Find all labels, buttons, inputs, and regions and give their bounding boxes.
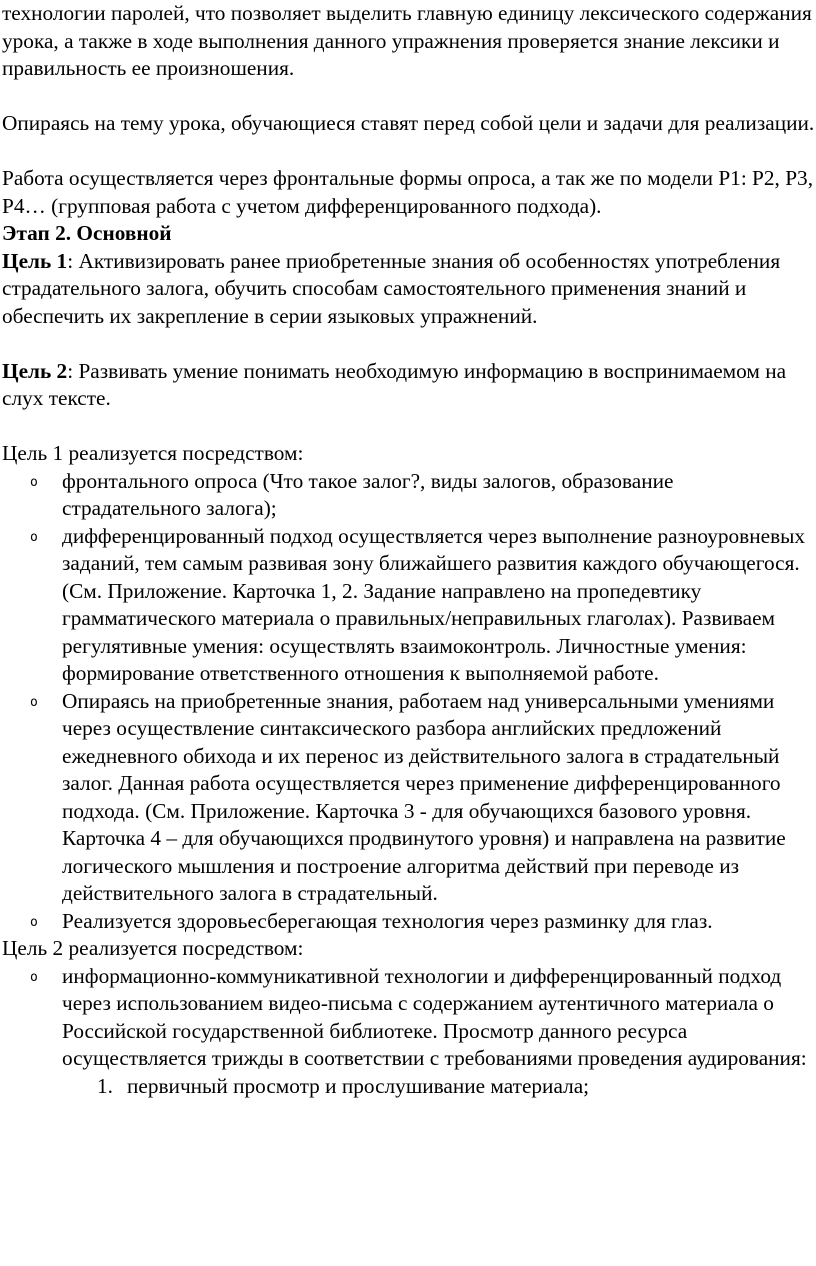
goal2-paragraph <box>2 358 816 413</box>
list-item <box>97 1073 816 1101</box>
paragraph-work-forms: Работа осуществляется через фронтальные формы опроса, а так же по модели P1: P2, P3, P4… (групповая работа с учетом дифференцированного подхода). <box>2 166 814 218</box>
step-text: первичный просмотр и прослушивание материала; <box>127 1073 590 1098</box>
circle-bullet-icon: o <box>30 969 38 985</box>
paragraph-passwords: технологии паролей, что позволяет выделить главную единицу лексического содержания урока, а также в ходе выполнения данного упражнения проверяется знание лексики и правильность ее произношения. <box>2 1 812 80</box>
blank-line <box>2 83 816 111</box>
goal1-means-intro: Цель 1 реализуется посредством: <box>2 441 304 465</box>
list-item-text: информационно-коммуникативной технологии и дифференцированный подход через использованием видео-письма с содержанием аутентичного материала о Российской государственной библиотеке. Просмотр данного ресурса осуществляется трижды в соответствии с требованиями проведения аудирования: <box>62 963 807 1070</box>
list-item <box>30 523 816 688</box>
list-item-text: Реализуется здоровьесберегающая технология через разминку для глаз. <box>62 908 713 933</box>
list-item <box>30 963 816 1073</box>
goal2-label: Цель 2 <box>2 358 68 383</box>
list-item <box>30 468 816 523</box>
list-item-text: дифференцированный подход осуществляется через выполнение разноуровневых заданий, тем самым развивая зону ближайшего развития каждого обучающегося. (См. Приложение. Карточка 1, 2. Задание направлено на пропедевтику грамматического материала о правильных/неправильных глаголах). Развиваем регулятивные умения: осуществлять взаимоконтроль. Личностные умения: формирование ответственного отношения к выполняемой работе. <box>62 523 806 685</box>
goal1-label: Цель 1 <box>2 248 68 273</box>
stage-title <box>2 220 816 248</box>
circle-bullet-icon: o <box>30 474 38 490</box>
circle-bullet-icon: o <box>30 694 38 710</box>
blank-line <box>2 330 816 358</box>
goal1-paragraph <box>2 248 816 331</box>
list-item <box>30 908 816 936</box>
step-number: 1. <box>97 1073 113 1098</box>
circle-bullet-icon: o <box>30 914 38 930</box>
circle-bullet-icon: o <box>30 529 38 545</box>
list-item <box>30 688 816 908</box>
blank-line <box>2 138 816 166</box>
goal2-text: : Развивать умение понимать необходимую информацию в воспринимаемом на слух тексте. <box>2 358 787 410</box>
goal2-means-intro: Цель 2 реализуется посредством: <box>2 936 304 960</box>
goal1-text: : Активизировать ранее приобретенные знания об особенностях употребления страдательного залога, обучить способам самостоятельного применения знаний и обеспечить их закрепление в серии языковых упражнений. <box>2 248 781 328</box>
blank-line <box>2 413 816 441</box>
list-item-text: Опираясь на приобретенные знания, работаем над универсальными умениями через осуществление синтаксического разбора английских предложений ежедневного обихода и их перенос из действительного залога в страдательный залог. Данная работа осуществляется через применение дифференцированного подхода. (См. Приложение. Карточка 3 - для обучающихся базового уровня. Карточка 4 – для обучающихся продвинутого уровня) и направлена на развитие логического мышления и построение алгоритма действий при переводе из действительного залога в страдательный. <box>62 688 786 905</box>
list-item-text: фронтального опроса (Что такое залог?, виды залогов, образование страдательного залога); <box>62 468 674 520</box>
listening-steps-list <box>2 1073 816 1101</box>
goal1-means-list <box>2 468 816 936</box>
goal2-means-list <box>2 963 816 1073</box>
stage-title-text: Этап 2. Основной <box>2 221 172 245</box>
paragraph-goals-intro: Опираясь на тему урока, обучающиеся ставят перед собой цели и задачи для реализации. <box>2 111 815 135</box>
